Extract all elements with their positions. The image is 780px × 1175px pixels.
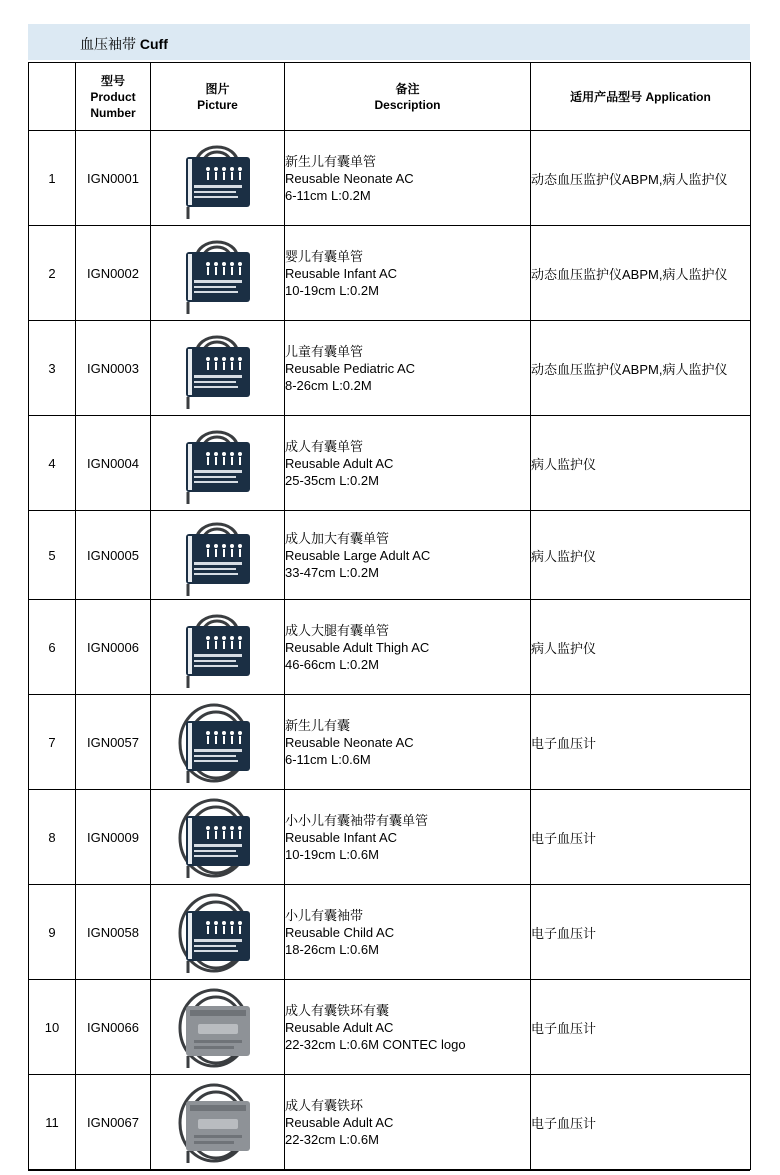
description-spec: 25-35cm L:0.2M: [285, 472, 379, 488]
description-spec: 33-47cm L:0.2M: [285, 564, 379, 580]
table-row: [29, 600, 751, 695]
navy-neonate-cuff-photo: [151, 135, 284, 221]
product-description: [285, 321, 531, 416]
product-picture: [151, 226, 285, 321]
header-index: [29, 63, 76, 131]
description-spec: 18-26cm L:0.6M: [285, 941, 379, 957]
header-product-number: 型号 Product Number: [76, 63, 151, 131]
product-description: [285, 885, 531, 980]
description-en: Reusable Neonate AC: [285, 734, 414, 750]
table-row: [29, 321, 751, 416]
product-picture: [151, 790, 285, 885]
application: 动态血压监护仪ABPM,病人监护仪: [531, 321, 751, 416]
grey-adult-cuff-with-ring-photo: [151, 984, 284, 1070]
table-row: [29, 226, 751, 321]
product-number: IGN0004: [76, 416, 151, 511]
row-index: 4: [29, 416, 76, 511]
row-index: 1: [29, 131, 76, 226]
description-spec: 22-32cm L:0.6M: [285, 1131, 379, 1147]
description-spec: 6-11cm L:0.6M: [285, 751, 371, 767]
product-picture: [151, 511, 285, 600]
header-description: 备注 Description: [285, 63, 531, 131]
description-en: Reusable Neonate AC: [285, 170, 414, 186]
product-description: [285, 511, 531, 600]
product-picture: [151, 131, 285, 226]
application: 动态血压监护仪ABPM,病人监护仪: [531, 131, 751, 226]
description-en: Reusable Adult AC: [285, 455, 394, 471]
product-number: IGN0006: [76, 600, 151, 695]
product-picture: [151, 416, 285, 511]
navy-adult-cuff-photo: [151, 420, 284, 506]
description-spec: 46-66cm L:0.2M: [285, 656, 379, 672]
section-banner: [28, 24, 750, 60]
table-row: [29, 511, 751, 600]
product-number: IGN0002: [76, 226, 151, 321]
navy-large-adult-cuff-photo: [151, 512, 284, 598]
product-number: IGN0005: [76, 511, 151, 600]
description-cn: 成人加大有囊单管: [285, 530, 390, 546]
navy-infant-cuff-long-tube-photo: [151, 794, 284, 880]
navy-child-cuff-photo: [151, 325, 284, 411]
header-application: 适用产品型号 Application: [531, 63, 751, 131]
description-en: Reusable Child AC: [285, 924, 395, 940]
row-index: 2: [29, 226, 76, 321]
product-description: [285, 131, 531, 226]
product-number: IGN0001: [76, 131, 151, 226]
row-index: 3: [29, 321, 76, 416]
application: 电子血压计: [531, 790, 751, 885]
cuff-spec-table: [28, 62, 751, 1170]
table-header-row: [29, 63, 751, 131]
description-cn: 婴儿有囊单管: [285, 248, 364, 264]
product-picture: [151, 885, 285, 980]
description-spec: 10-19cm L:0.2M: [285, 282, 379, 298]
description-cn: 小儿有囊袖带: [285, 907, 364, 923]
product-picture: [151, 321, 285, 416]
row-index: 8: [29, 790, 76, 885]
product-number: IGN0067: [76, 1075, 151, 1170]
product-number: IGN0057: [76, 695, 151, 790]
row-index: 5: [29, 511, 76, 600]
description-cn: 新生儿有囊: [285, 717, 351, 733]
row-index: 7: [29, 695, 76, 790]
product-description: [285, 600, 531, 695]
product-description: [285, 695, 531, 790]
description-spec: 10-19cm L:0.6M: [285, 846, 379, 862]
product-number: IGN0066: [76, 980, 151, 1075]
application: 动态血压监护仪ABPM,病人监护仪: [531, 226, 751, 321]
product-picture: [151, 600, 285, 695]
description-en: Reusable Infant AC: [285, 829, 398, 845]
description-spec: 8-26cm L:0.2M: [285, 377, 372, 393]
row-index: 10: [29, 980, 76, 1075]
description-spec: 6-11cm L:0.2M: [285, 187, 371, 203]
description-cn: 成人大腿有囊单管: [285, 622, 390, 638]
table-row: [29, 1075, 751, 1170]
description-cn: 新生儿有囊单管: [285, 153, 377, 169]
product-picture: [151, 980, 285, 1075]
table-row: [29, 416, 751, 511]
description-en: Reusable Large Adult AC: [285, 547, 431, 563]
application: 电子血压计: [531, 1075, 751, 1170]
navy-child-cuff-long-tube-photo: [151, 889, 284, 975]
product-number: IGN0009: [76, 790, 151, 885]
product-description: [285, 416, 531, 511]
application: 病人监护仪: [531, 416, 751, 511]
product-number: IGN0003: [76, 321, 151, 416]
table-row: [29, 695, 751, 790]
description-en: Reusable Pediatric AC: [285, 360, 416, 376]
description-en: Reusable Infant AC: [285, 265, 398, 281]
application: 电子血压计: [531, 885, 751, 980]
product-description: [285, 1075, 531, 1170]
row-index: 9: [29, 885, 76, 980]
bottom-rule: [28, 1170, 750, 1171]
section-title: 血压袖带 Cuff: [80, 36, 168, 52]
header-picture: 图片 Picture: [151, 63, 285, 131]
navy-adult-thigh-cuff-photo: [151, 604, 284, 690]
product-description: [285, 980, 531, 1075]
description-cn: 成人有囊铁环: [285, 1097, 364, 1113]
description-cn: 儿童有囊单管: [285, 343, 364, 359]
table-row: [29, 980, 751, 1075]
table-row: [29, 131, 751, 226]
row-index: 11: [29, 1075, 76, 1170]
table-row: [29, 885, 751, 980]
description-en: Reusable Adult AC: [285, 1114, 394, 1130]
grey-adult-cuff-with-ring-photo: [151, 1079, 284, 1165]
product-description: [285, 226, 531, 321]
application: 电子血压计: [531, 980, 751, 1075]
description-en: Reusable Adult Thigh AC: [285, 639, 430, 655]
navy-infant-cuff-photo: [151, 230, 284, 316]
navy-neonate-cuff-long-tube-photo: [151, 699, 284, 785]
description-spec: 22-32cm L:0.6M CONTEC logo: [285, 1036, 466, 1052]
product-picture: [151, 695, 285, 790]
description-cn: 成人有囊铁环有囊: [285, 1002, 390, 1018]
row-index: 6: [29, 600, 76, 695]
application: 病人监护仪: [531, 511, 751, 600]
description-cn: 小小儿有囊袖带有囊单管: [285, 812, 429, 828]
application: 电子血压计: [531, 695, 751, 790]
description-cn: 成人有囊单管: [285, 438, 364, 454]
application: 病人监护仪: [531, 600, 751, 695]
description-en: Reusable Adult AC: [285, 1019, 394, 1035]
table-row: [29, 790, 751, 885]
product-description: [285, 790, 531, 885]
product-number: IGN0058: [76, 885, 151, 980]
product-picture: [151, 1075, 285, 1170]
